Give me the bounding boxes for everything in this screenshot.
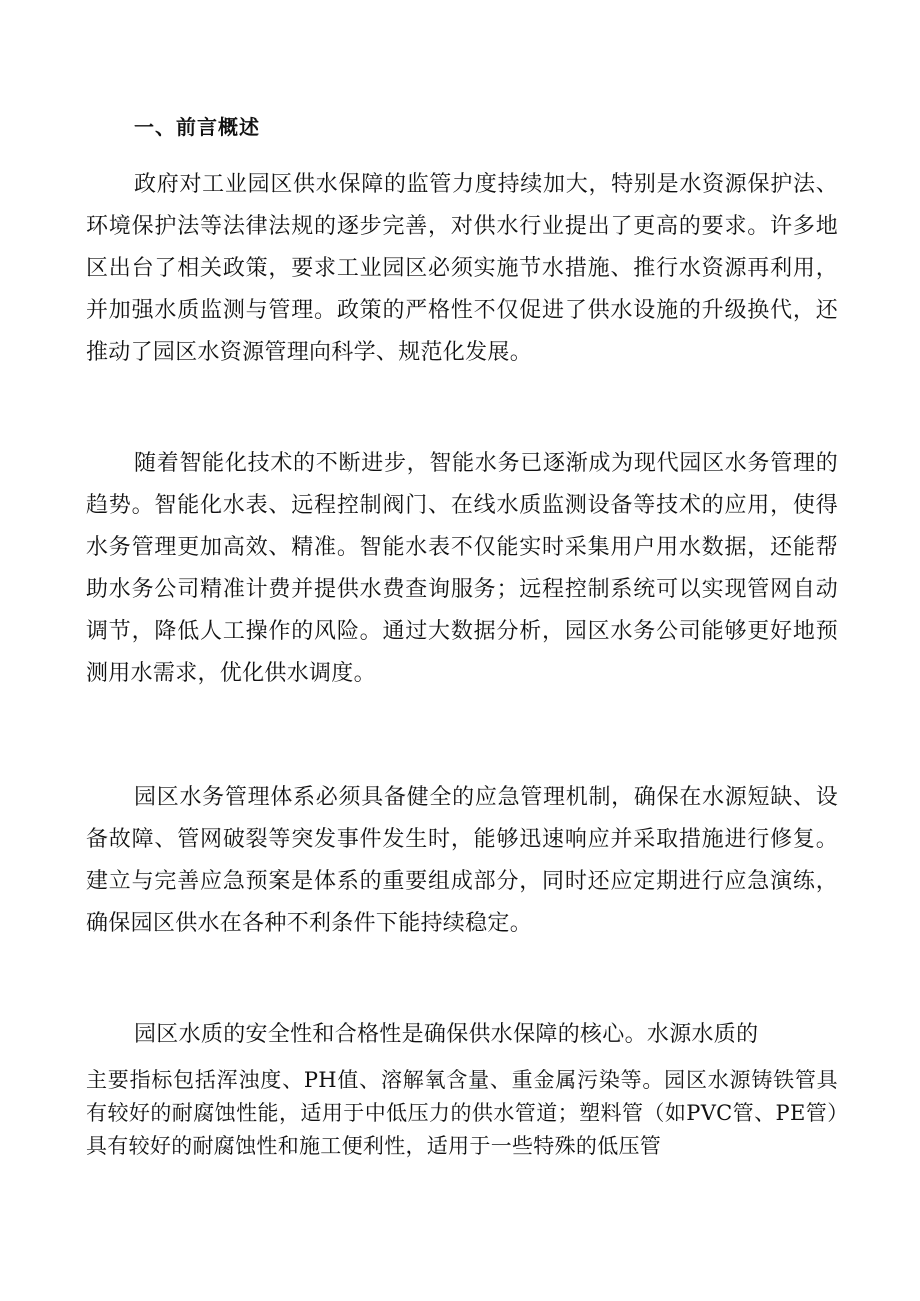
paragraph-emergency: 园区水务管理体系必须具备健全的应急管理机制，确保在水源短缺、设备故障、管网破裂等突发事件发生时，能够迅速响应并采取措施进行修复。建立与完善应急预案是体系的重要组成部分，同时还应定期进行应急演练，确保园区供水在各种不利条件下能持续稳定。: [86, 785, 838, 936]
paragraph-water-quality: 园区水质的安全性和合格性是确保供水保障的核心。水源水质的: [134, 1022, 759, 1047]
paragraph-pipe-materials: 主要指标包括浑浊度、PH值、溶解氧含量、重金属污染等。园区水源铸铁管具有较好的耐腐蚀性能，适用于中低压力的供水管道；塑料管（如PVC管、PE管）具有较好的耐腐蚀性和施工便利性，适用于一些特殊的低压管: [86, 1068, 838, 1158]
section-heading: 一、前言概述: [134, 115, 260, 139]
paragraph-smart-water: 随着智能化技术的不断进步，智能水务已逐渐成为现代园区水务管理的趋势。智能化水表、远程控制阀门、在线水质监测设备等技术的应用，使得水务管理更加高效、精准。智能水表不仅能实时采集用户用水数据，还能帮助水务公司精准计费并提供水费查询服务；远程控制系统可以实现管网自动调节，降低人工操作的风险。通过大数据分析，园区水务公司能够更好地预测用水需求，优化供水调度。: [86, 451, 838, 686]
paragraph-regulation: 政府对工业园区供水保障的监管力度持续加大，特别是水资源保护法、环境保护法等法律法规的逐步完善，对供水行业提出了更高的要求。许多地区出台了相关政策，要求工业园区必须实施节水措施、推行水资源再利用，并加强水质监测与管理。政策的严格性不仅促进了供水设施的升级换代，还推动了园区水资源管理向科学、规范化发展。: [86, 172, 838, 365]
